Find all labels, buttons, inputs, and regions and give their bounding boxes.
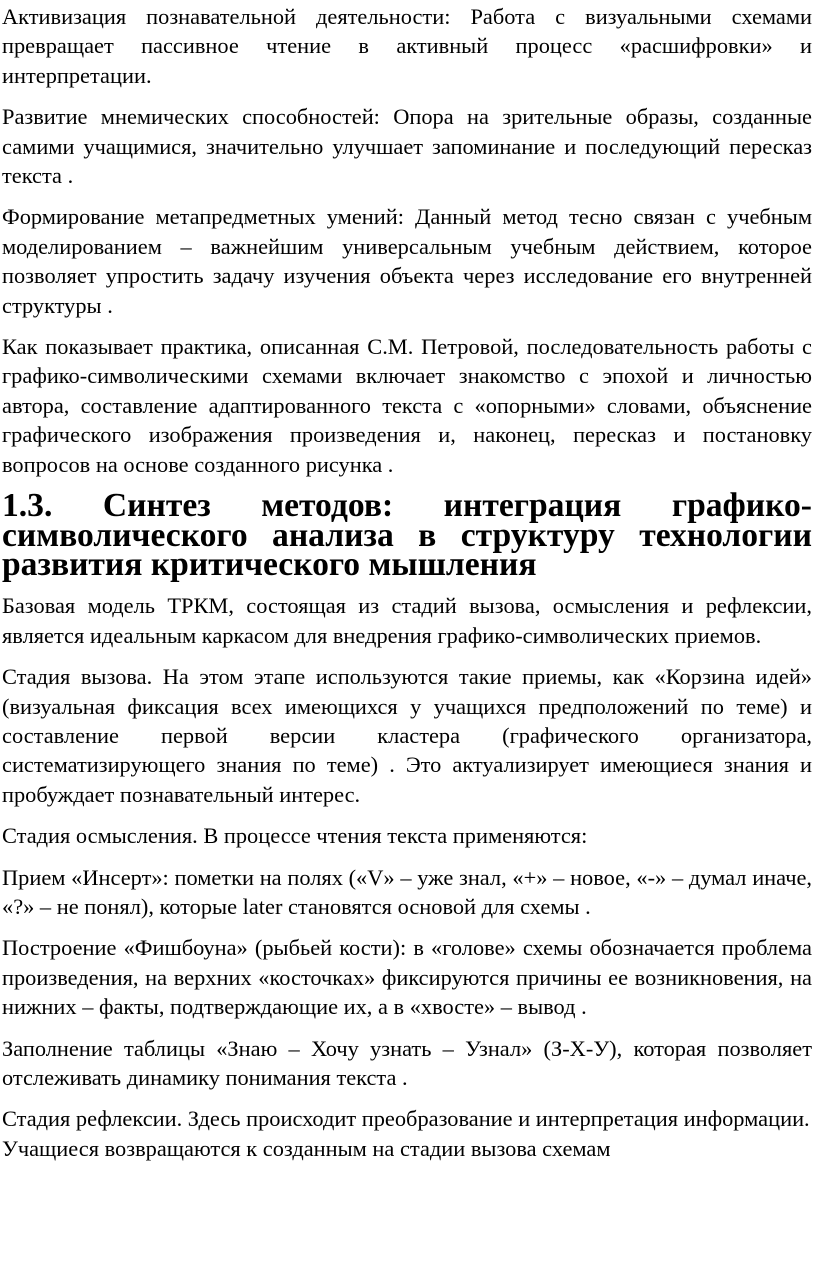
paragraph-cognitive-activation: Активизация познавательной деятельности: Работа с визуальными схемами превращает пассивное чтение в активный процесс «расшифровки» и интерпретации. <box>2 4 812 88</box>
paragraph-comprehension-stage: Стадия осмысления. В процессе чтения текста применяются: <box>2 823 588 849</box>
paragraph-challenge-stage: Стадия вызова. На этом этапе используются такие приемы, как «Корзина идей» (визуальная фиксация всех имеющихся у учащихся предположений по теме) и составление первой версии кластера (графического организатора, систематизирующего знания по теме) . Это актуализирует имеющиеся знания и пробуждает познавательный интерес. <box>2 664 812 807</box>
paragraph-metasubject-skills: Формирование метапредметных умений: Данный метод тесно связан с учебным моделированием – важнейшим универсальным учебным действием, которое позволяет упростить задачу изучения объекта через исследование его внутренней структуры . <box>2 204 812 318</box>
paragraph-trkm-model: Базовая модель ТРКМ, состоящая из стадий вызова, осмысления и рефлексии, является идеальным каркасом для внедрения графико-символических приемов. <box>2 593 812 648</box>
paragraph-kwl-table: Заполнение таблицы «Знаю – Хочу узнать – Узнал» (З-Х-У), которая позволяет отслеживать динамику понимания текста . <box>2 1035 812 1090</box>
paragraph-reflection-stage: Стадия рефлексии. Здесь происходит преобразование и интерпретация информации. Учащиеся возвращаются к созданным на стадии вызова схемам <box>2 1106 810 1161</box>
paragraph-insert-technique: Прием «Инсерт»: пометки на полях («V» – уже знал, «+» – новое, «-» – думал иначе, «?» – не понял), которые later становятся основой для схемы . <box>2 864 812 919</box>
section-heading: 1.3. Синтез методов: интеграция графико-символического анализа в структуру технологии развития критического мышления <box>2 487 812 583</box>
paragraph-mnemonic-abilities: Развитие мнемических способностей: Опора на зрительные образы, созданные самими учащимися, значительно улучшает запоминание и последующий пересказ текста . <box>2 104 812 189</box>
paragraph-fishbone: Построение «Фишбоуна» (рыбьей кости): в «голове» схемы обозначается проблема произведения, на верхних «косточках» фиксируются причины ее возникновения, на нижних – факты, подтверждающие их, а в «хвосте» – вывод . <box>2 935 812 1020</box>
paragraph-petrova-practice: Как показывает практика, описанная С.М. Петровой, последовательность работы с графико-символическими схемами включает знакомство с эпохой и личностью автора, составление адаптированного текста с «опорными» словами, объяснение графического изображения произведения и, наконец, пересказ и постановку вопросов на основе созданного рисунка . <box>2 334 812 477</box>
